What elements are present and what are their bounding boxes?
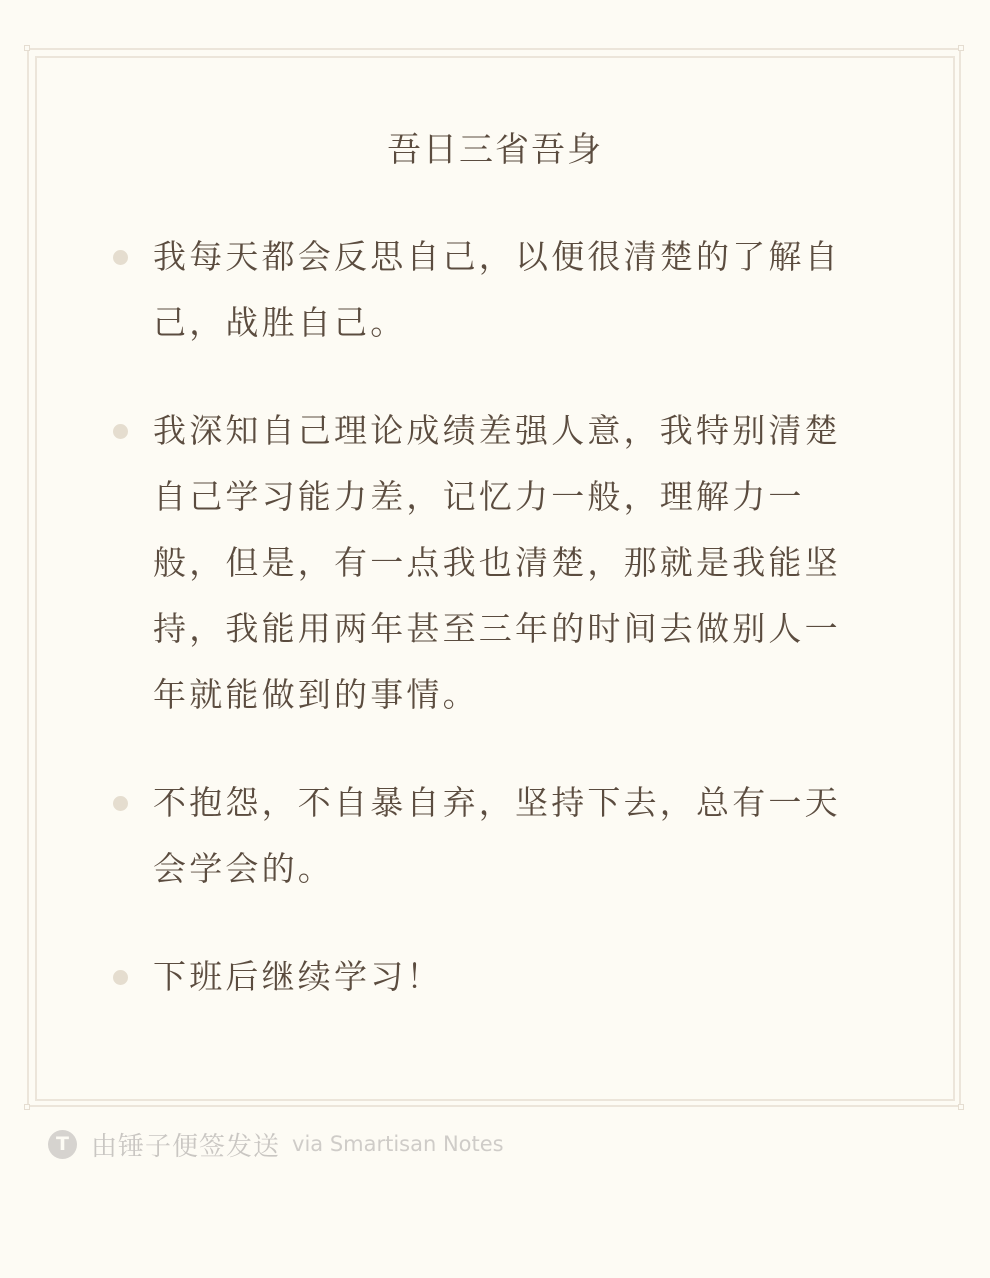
list-item-text: 下班后继续学习！ bbox=[153, 957, 443, 996]
frame-corner-top-right bbox=[958, 45, 964, 51]
list-item bbox=[110, 944, 870, 1010]
list-item-text: 不抱怨，不自暴自弃，坚持下去，总有一天会学会的。 bbox=[153, 783, 841, 888]
list-item-text: 我深知自己理论成绩差强人意，我特别清楚自己学习能力差，记忆力一般，理解力一般，但是，有一点我也清楚，那就是我能坚持，我能用两年甚至三年的时间去做别人一年就能做到的事情。 bbox=[153, 411, 841, 714]
note-bullet-list bbox=[110, 224, 870, 1052]
footer-text-cn: 由锤子便签发送 bbox=[91, 1131, 281, 1162]
bullet-dot-icon bbox=[113, 250, 128, 265]
frame-corner-top-left bbox=[24, 45, 30, 51]
note-title: 吾日三省吾身 bbox=[387, 130, 603, 170]
list-item bbox=[110, 770, 870, 902]
list-item bbox=[110, 398, 870, 728]
bullet-dot-icon bbox=[113, 970, 128, 985]
list-item-text: 我每天都会反思自己，以便很清楚的了解自己，战胜自己。 bbox=[153, 237, 841, 342]
smartisan-logo-icon: T bbox=[48, 1130, 77, 1159]
frame-corner-bottom-right bbox=[958, 1104, 964, 1110]
footer-attribution bbox=[48, 1126, 504, 1162]
bullet-dot-icon bbox=[113, 796, 128, 811]
bullet-dot-icon bbox=[113, 424, 128, 439]
frame-corner-bottom-left bbox=[24, 1104, 30, 1110]
footer-text-en: via Smartisan Notes bbox=[292, 1132, 504, 1156]
list-item bbox=[110, 224, 870, 356]
